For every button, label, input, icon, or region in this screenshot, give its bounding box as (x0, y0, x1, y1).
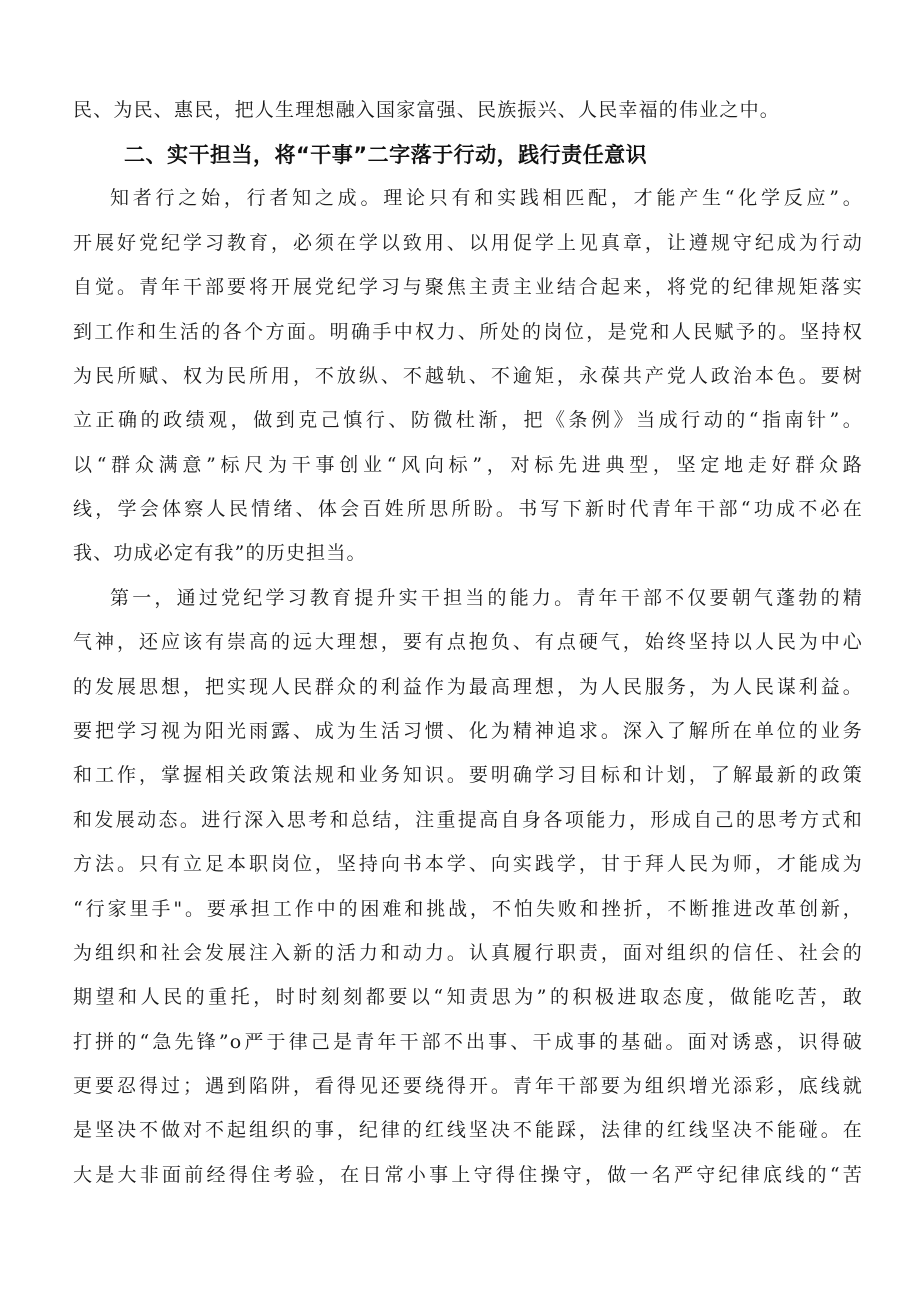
section-heading: 二、实干担当，将“干事”二字落于行动，践行责任意识 (124, 143, 648, 167)
paragraph-line: 和发展动态。进行深入思考和总结，注重提高自身各项能力，形成自己的思考方式和 (73, 809, 863, 831)
paragraph-line: 我、功成必定有我”的历史担当。 (73, 542, 367, 564)
paragraph-line: 线，学会体察人民情绪、体会百姓所思所盼。书写下新时代青年干部“功成不必在 (73, 498, 863, 520)
paragraph-line: 第一，通过党纪学习教育提升实干担当的能力。青年干部不仅要朝气蓬勃的精 (110, 587, 863, 609)
paragraph-line: 是坚决不做对不起组织的事，纪律的红线坚决不能踩，法律的红线坚决不能碰。在 (73, 1119, 863, 1141)
paragraph-line: 大是大非面前经得住考验，在日常小事上守得住操守，做一名严守纪律底线的“苦 (73, 1164, 863, 1186)
paragraph-line: 以“群众满意”标尺为干事创业“风向标”，对标先进典型，坚定地走好群众路 (73, 454, 863, 476)
paragraph-line: 为民所赋、权为民所用，不放纵、不越轨、不逾矩，永葆共产党人政治本色。要树 (73, 365, 863, 387)
paragraph-line: “行家里手"。要承担工作中的困难和挑战，不怕失败和挫折，不断推进改革创新， (73, 898, 863, 920)
paragraph-line: 更要忍得过；遇到陷阱，看得见还要绕得开。青年干部要为组织增光添彩，底线就 (73, 1075, 863, 1097)
paragraph-line: 民、为民、惠民，把人生理想融入国家富强、民族振兴、人民幸福的伟业之中。 (73, 99, 781, 121)
paragraph-line: 打拼的“急先锋”o严于律己是青年干部不出事、干成事的基础。面对诱惑，识得破 (73, 1031, 863, 1053)
paragraph-line: 期望和人民的重托，时时刻刻都要以“知责思为”的积极进取态度，做能吃苦，敢 (73, 986, 863, 1008)
paragraph-line: 到工作和生活的各个方面。明确手中权力、所处的岗位，是党和人民赋予的。坚持权 (73, 321, 863, 343)
paragraph-line: 气神，还应该有崇高的远大理想，要有点抱负、有点硬气，始终坚持以人民为中心 (73, 631, 863, 653)
paragraph-line: 知者行之始，行者知之成。理论只有和实践相匹配，才能产生“化学反应”。 (110, 187, 863, 209)
paragraph-line: 要把学习视为阳光雨露、成为生活习惯、化为精神追求。深入了解所在单位的业务 (73, 720, 863, 742)
paragraph-line: 自觉。青年干部要将开展党纪学习与聚焦主责主业结合起来，将党的纪律规矩落实 (73, 276, 863, 298)
paragraph-line: 立正确的政绩观，做到克己慎行、防微杜渐，把《条例》当成行动的“指南针”。 (73, 409, 863, 431)
paragraph-line: 方法。只有立足本职岗位，坚持向书本学、向实践学，甘于拜人民为师，才能成为 (73, 853, 863, 875)
paragraph-line: 的发展思想，把实现人民群众的利益作为最高理想，为人民服务，为人民谋利益。 (73, 676, 863, 698)
paragraph-line: 和工作，掌握相关政策法规和业务知识。要明确学习目标和计划，了解最新的政策 (73, 764, 863, 786)
paragraph-line: 开展好党纪学习教育，必须在学以致用、以用促学上见真章，让遵规守纪成为行动 (73, 232, 863, 254)
paragraph-line: 为组织和社会发展注入新的活力和动力。认真履行职责，面对组织的信任、社会的 (73, 942, 863, 964)
